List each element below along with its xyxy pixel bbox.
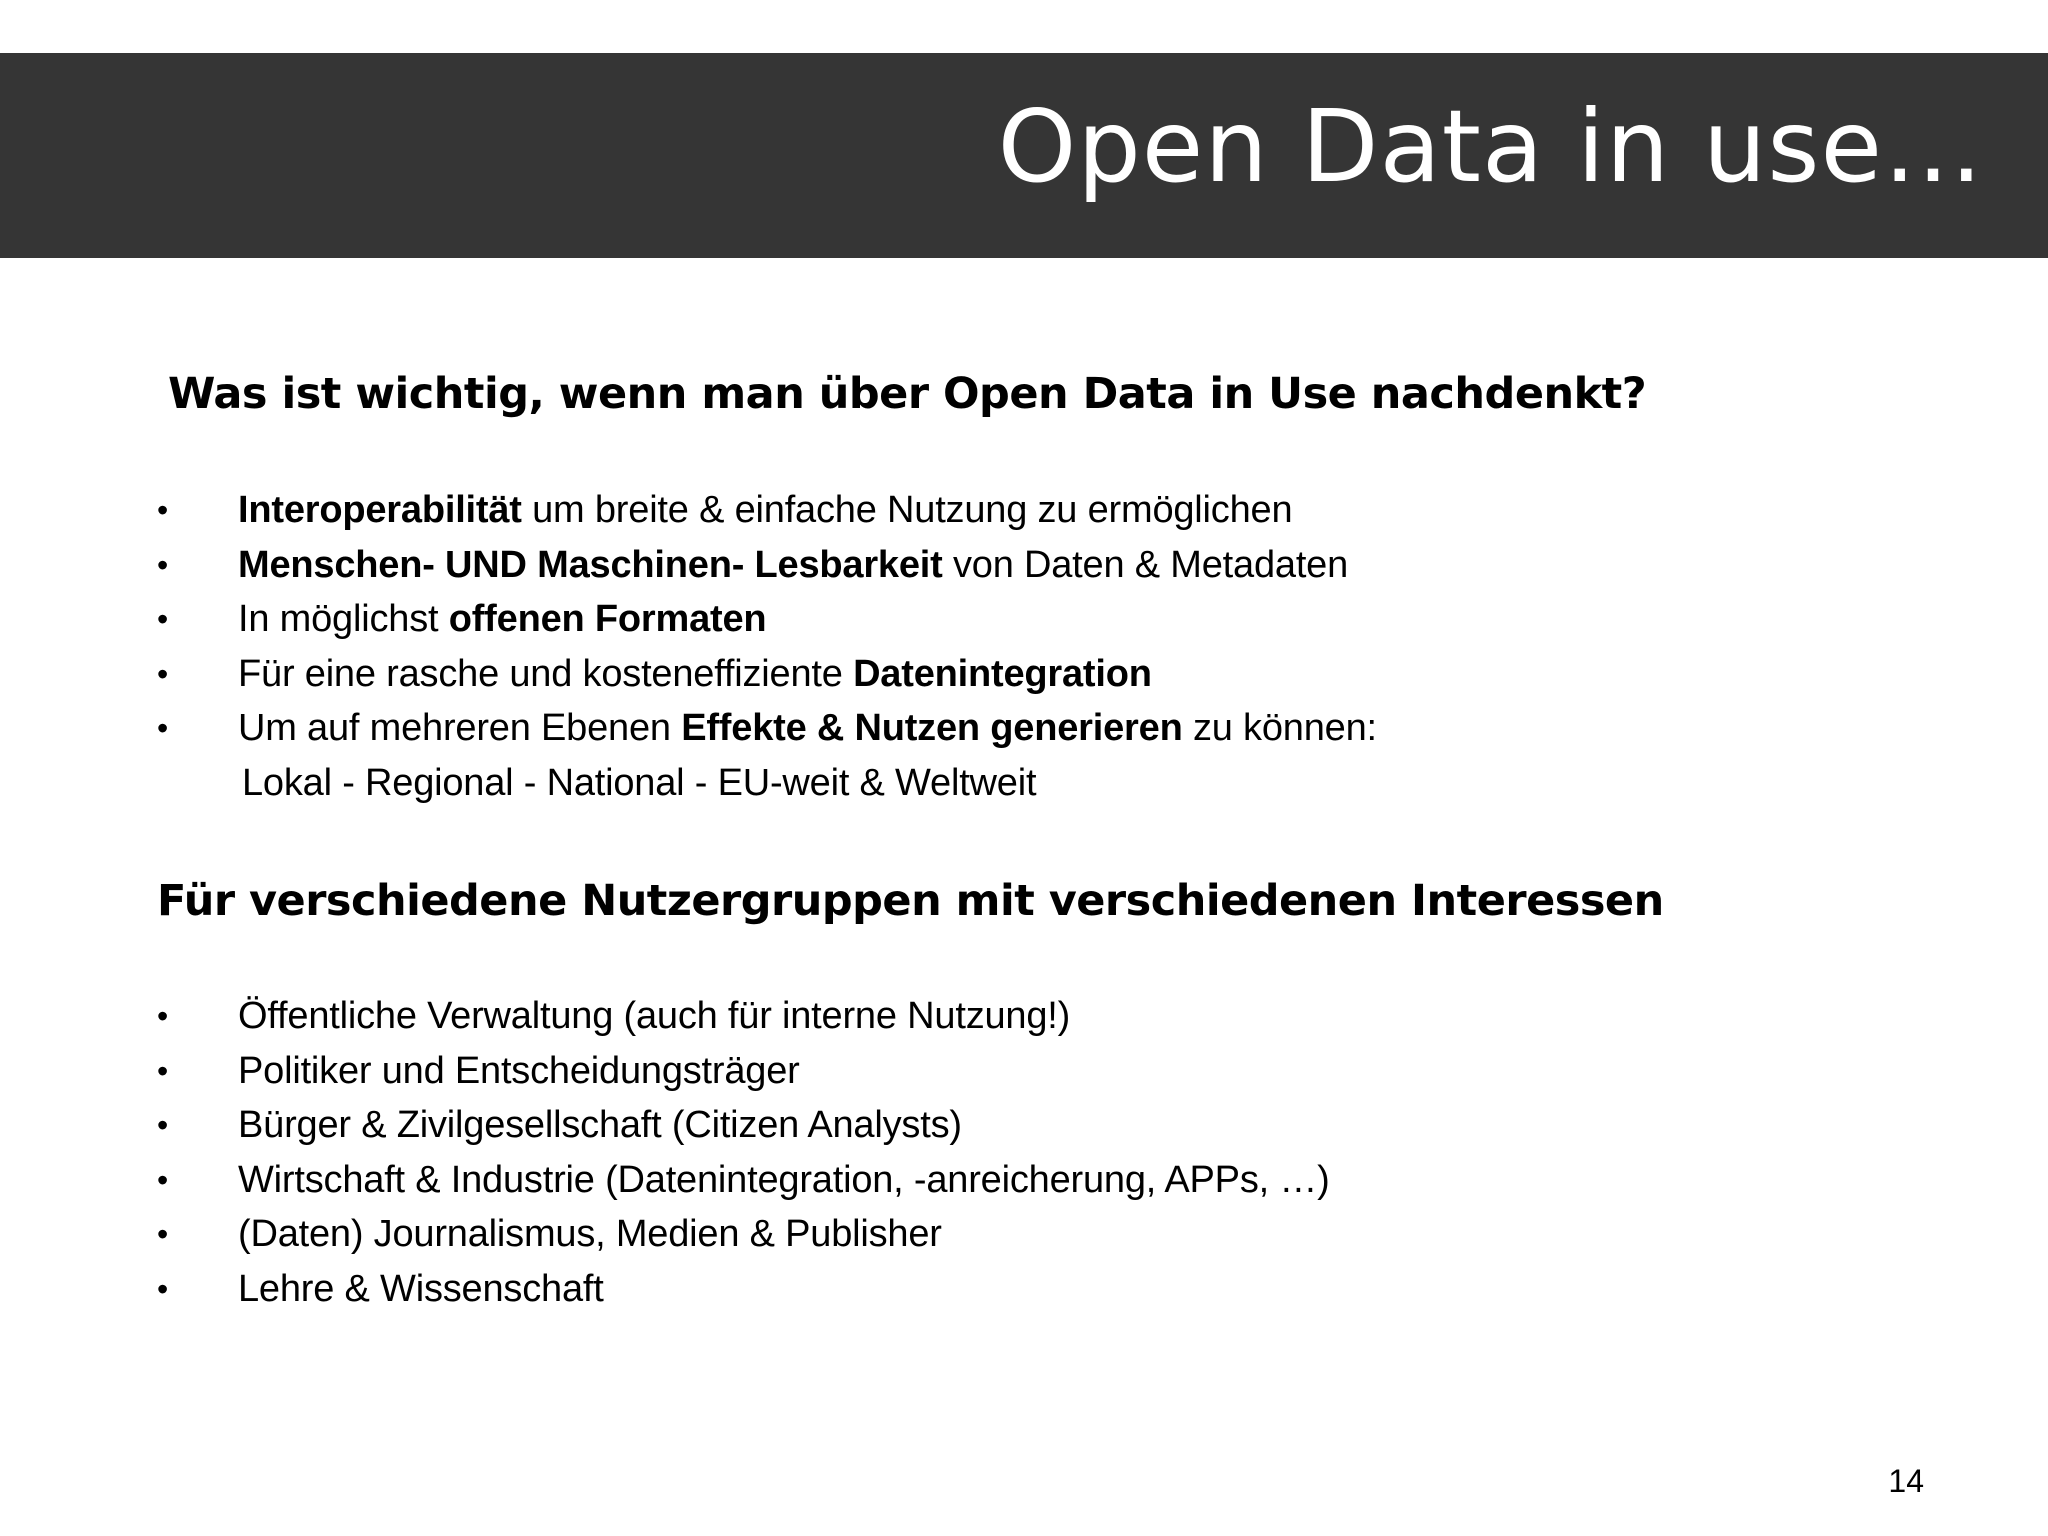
list-item-text: Für eine rasche und kosteneffiziente bbox=[238, 652, 854, 695]
list-item bbox=[157, 1046, 1330, 1101]
bullet-icon: • bbox=[157, 1216, 169, 1253]
list-item-text: Bürger & Zivilgesellschaft (Citizen Analysts) bbox=[238, 1104, 962, 1147]
list-item-text: von Daten & Metadaten bbox=[942, 543, 1349, 586]
bullet-icon: • bbox=[157, 710, 169, 747]
list-item-text: zu können: bbox=[1182, 707, 1377, 750]
list-item-bold: Interoperabilität bbox=[238, 489, 522, 531]
list-item-text: (Daten) Journalismus, Medien & Publisher bbox=[238, 1213, 942, 1256]
list-item bbox=[157, 1264, 1330, 1319]
section-heading-importance: Was ist wichtig, wenn man über Open Data in Use nachdenkt? bbox=[168, 369, 1647, 419]
list-item bbox=[157, 991, 1330, 1046]
list-item-text: Politiker und Entscheidungsträger bbox=[238, 1049, 800, 1092]
list-item bbox=[157, 1100, 1330, 1155]
list-item-text: um breite & einfache Nutzung zu ermöglichen bbox=[521, 489, 1293, 531]
list-item bbox=[157, 649, 1377, 704]
list-item-text: Wirtschaft & Industrie (Datenintegration, -anreicherung, APPs, …) bbox=[238, 1158, 1330, 1201]
list-item-text: In möglichst bbox=[238, 598, 449, 641]
list-item-text: Lehre & Wissenschaft bbox=[238, 1267, 604, 1310]
list-item-bold: Menschen- UND Maschinen- Lesbarkeit bbox=[238, 543, 943, 586]
page-number: 14 bbox=[1888, 1463, 1924, 1499]
bullet-icon: • bbox=[157, 492, 169, 528]
bullet-icon: • bbox=[157, 1161, 169, 1198]
bullet-icon: • bbox=[157, 655, 169, 692]
list-item bbox=[157, 703, 1377, 758]
list-item-text: Öffentliche Verwaltung (auch für interne Nutzung!) bbox=[238, 995, 1071, 1037]
list-item bbox=[157, 594, 1377, 649]
section-heading-user-groups: Für verschiedene Nutzergruppen mit verschiedenen Interessen bbox=[157, 876, 1664, 926]
list-item bbox=[157, 540, 1377, 595]
list-item-bold: offenen Formaten bbox=[448, 598, 767, 641]
list-item-bold: Datenintegration bbox=[853, 652, 1152, 695]
list-item-bold: Effekte & Nutzen generieren bbox=[681, 707, 1183, 750]
bullet-icon: • bbox=[157, 1107, 169, 1144]
bullet-icon: • bbox=[157, 546, 169, 583]
bullet-icon: • bbox=[157, 998, 169, 1034]
list-item bbox=[157, 485, 1377, 540]
bullet-icon: • bbox=[157, 1270, 169, 1307]
slide-title: Open Data in use… bbox=[997, 88, 1984, 205]
list-item bbox=[157, 1209, 1330, 1264]
list-item-continuation: Lokal - Regional - National - EU-weit & Weltweit bbox=[242, 761, 1037, 804]
list-item bbox=[157, 1155, 1330, 1210]
list-item-text: Um auf mehreren Ebenen bbox=[238, 707, 682, 750]
importance-list bbox=[157, 485, 1377, 813]
bullet-icon: • bbox=[157, 601, 169, 638]
user-groups-list bbox=[157, 991, 1330, 1319]
bullet-icon: • bbox=[157, 1052, 169, 1089]
